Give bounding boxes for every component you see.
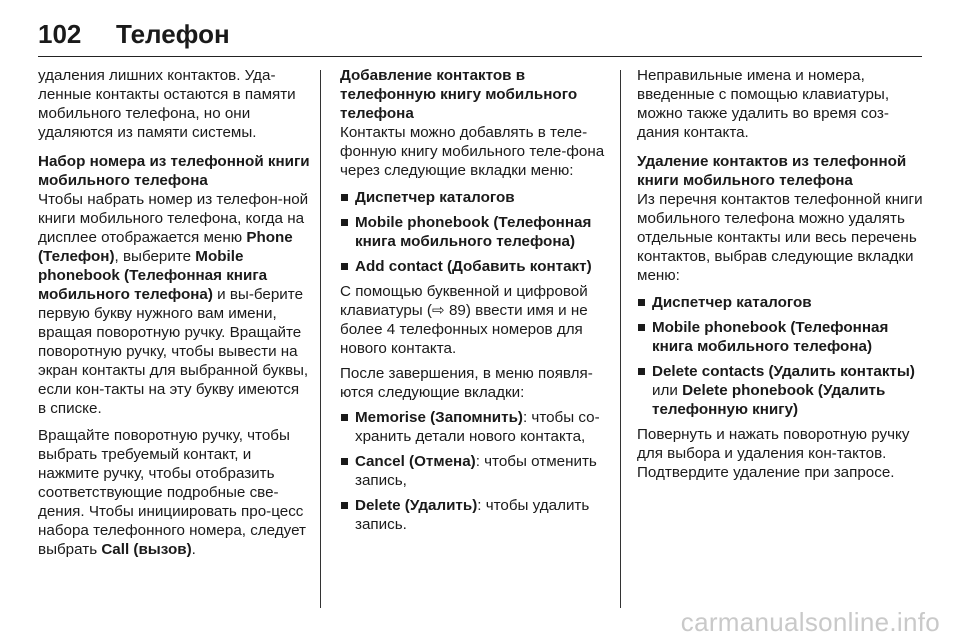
- column-divider-1: [320, 70, 321, 608]
- page-number: 102: [38, 18, 82, 49]
- paragraph-delete-intro: Из перечня контактов телефонной книги мобильного телефона можно удалять отдельные контакты или весь перечень контактов, выбрав следующие вкладки меню:: [637, 191, 923, 284]
- column-3: [637, 66, 923, 490]
- paragraph-dial-instructions: Чтобы набрать номер из телефон-ной книги мобильного телефона, когда на дисплее отображается меню Phone (Телефон), выберите Mobile phonebook (Телефонная книга мобильного телефона) и вы-берите первую букву нужного вам имени, вращая поворотную ручку. Вращайте поворотную ручку, чтобы вывести на экран контакты для выбранной буквы, если кон-такты на эту букву имеются в списке.: [38, 191, 309, 417]
- watermark: carmanualsonline.info: [680, 607, 940, 637]
- bullet-add-contact: Add contact (Добавить контакт): [340, 257, 610, 276]
- heading-delete-contacts: Удаление контактов из телефонной книги мобильного телефона: [637, 153, 907, 189]
- paragraph-after-completion: После завершения, в меню появля-ются следующие вкладки:: [340, 365, 593, 401]
- paragraph-select-contact: Вращайте поворотную ручку, чтобы выбрать требуемый контакт, и нажмите ручку, чтобы отобразить соответствующие подробные све-дения. Чтобы инициировать про-цесс набора телефонного номера, следует выбрать Call (вызов).: [38, 427, 306, 558]
- paragraph-add-intro: Контакты можно добавлять в теле-фонную книгу мобильного теле-фона через следующие вкладки меню:: [340, 124, 605, 179]
- menu-call-label: Call (вызов): [101, 541, 192, 558]
- header-rule: [38, 56, 922, 57]
- section-title: Телефон: [116, 18, 230, 49]
- heading-add-contacts: Добавление контактов в телефонную книгу мобильного телефона: [340, 67, 578, 122]
- paragraph-delete-info: удаления лишних контактов. Уда-ленные контакты остаются в памяти мобильного телефона, но они удаляются из памяти системы.: [38, 67, 296, 141]
- column-2: [340, 66, 610, 540]
- bullet-directory-manager-2: Диспетчер каталогов: [637, 293, 923, 312]
- column-divider-2: [620, 70, 621, 608]
- column-1: [38, 66, 310, 567]
- menu-phone-label: Phone (Телефон): [38, 229, 293, 265]
- bullet-mobile-phonebook: Mobile phonebook (Телефонная книга мобильного телефона): [340, 213, 610, 251]
- page-ref-number: 89: [448, 302, 466, 319]
- paragraph-confirm-delete: Повернуть и нажать поворотную ручку для выбора и удаления кон-тактов. Подтвердите удаление при запросе.: [637, 426, 910, 481]
- bullet-mobile-phonebook-2: Mobile phonebook (Телефонная книга мобильного телефона): [637, 318, 923, 356]
- page-ref-icon: ⇨: [431, 302, 445, 319]
- bullet-directory-manager: Диспетчер каталогов: [340, 188, 610, 207]
- menu-mobile-phonebook-label: Mobile phonebook (Телефонная книга мобильного телефона): [38, 248, 268, 303]
- bullet-cancel: Cancel (Отмена): чтобы отменить запись,: [340, 452, 610, 490]
- heading-dial-from-phonebook: Набор номера из телефонной книги мобильного телефона: [38, 153, 310, 189]
- page-header: [38, 14, 230, 54]
- bullet-delete: Delete (Удалить): чтобы удалить запись.: [340, 496, 610, 534]
- bullet-delete-contacts: Delete contacts (Удалить контакты) или Delete phonebook (Удалить телефонную книгу): [637, 362, 923, 419]
- paragraph-wrong-entries: Неправильные имена и номера, введенные с помощью клавиатуры, можно также удалить во время соз-дания контакта.: [637, 67, 890, 141]
- bullet-memorise: Memorise (Запомнить): чтобы со-хранить детали нового контакта,: [340, 408, 610, 446]
- paragraph-keyboard-entry: С помощью буквенной и цифровой клавиатуры (⇨ 89) ввести имя и не более 4 телефонных номеров для нового контакта.: [340, 283, 588, 357]
